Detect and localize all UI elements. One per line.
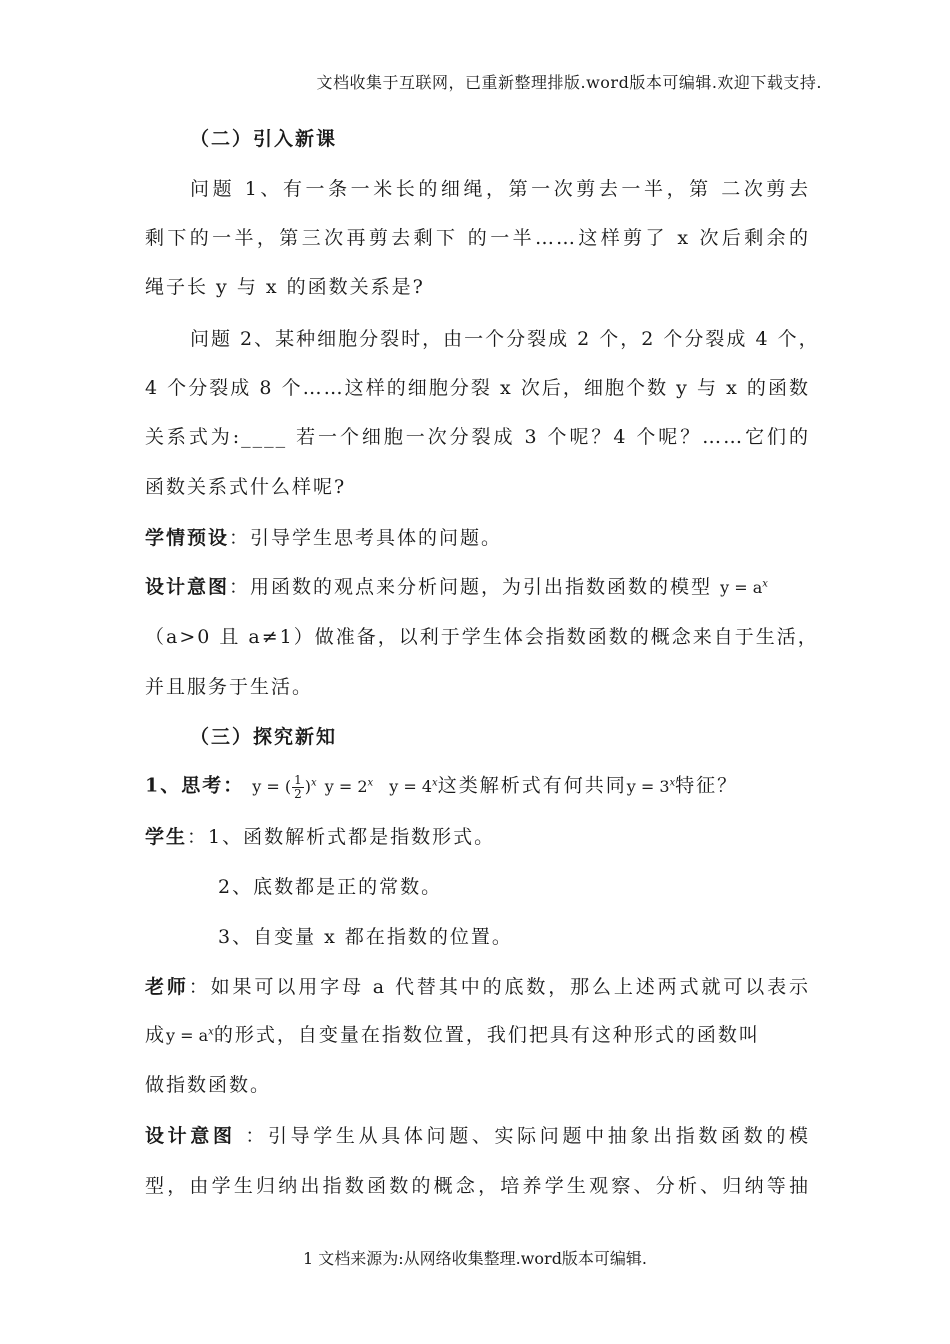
teacher-text-2: 的形式，自变量在指数位置，我们把具有这种形式的函数叫	[213, 1024, 760, 1046]
think-line	[145, 774, 810, 800]
section-title-intro: （二）引入新课	[190, 128, 338, 150]
problem-2-line-1: 问题 2、某种细胞分裂时，由一个分裂成 2 个，2 个分裂成 4 个，	[190, 328, 820, 350]
design-intent-2-line-1	[145, 1127, 810, 1146]
student-line-1	[145, 828, 810, 847]
formula-half-power-x: y = ( $\frac{1}{2}$ )$^x$	[252, 773, 317, 801]
problem-1-line-2: 剩下的一半，第三次再剪去剩下 的一半……这样剪了 x 次后剩余的	[145, 227, 810, 249]
student-point-3: 3、自变量 x 都在指数的位置。	[218, 926, 513, 948]
preset-label: 学情预设	[145, 527, 230, 549]
problem-1-line-3: 绳子长 y 与 x 的函数关系是?	[145, 276, 425, 298]
design-intent-line-2: （a>0 且 a≠1）做准备，以利于学生体会指数函数的概念来自于生活，	[145, 626, 819, 648]
teacher-label: 老师	[145, 976, 189, 998]
preset-paragraph	[145, 529, 810, 548]
problem-2-line-4: 函数关系式什么样呢?	[145, 476, 347, 498]
student-point-2: 2、底数都是正的常数。	[218, 876, 443, 898]
teacher-line-1	[145, 978, 810, 997]
formula-y-a-x-teacher: $y = a^x$	[166, 1026, 214, 1045]
page-number: 1	[302, 1249, 314, 1268]
design-intent-text: ：用函数的观点来分析问题，为引出指数函数的模型	[229, 576, 713, 598]
design-intent-label: 设计意图	[145, 576, 230, 598]
think-mid-text: 这类解析式有何共同	[437, 774, 627, 797]
problem-2-line-2: 4 个分裂成 8 个……这样的细胞分裂 x 次后，细胞个数 y 与 x 的函数	[145, 377, 810, 399]
formula-y-a-x: $y = a^x$	[720, 578, 768, 597]
design-intent-2-text-1: ：引导学生从具体问题、实际问题中抽象出指数函数的模	[235, 1125, 810, 1147]
design-intent-line-3: 并且服务于生活。	[145, 676, 314, 698]
teacher-line-2: 成$y = a^x$的形式，自变量在指数位置，我们把具有这种形式的函数叫	[145, 1024, 760, 1046]
formula-4-power-x: $y = 4^x$	[389, 776, 438, 796]
problem-1-line-1: 问题 1、有一条一米长的细绳，第一次剪去一半，第 二次剪去	[190, 178, 810, 200]
student-label: 学生	[145, 826, 188, 848]
page-header-note: 文档收集于互联网，已重新整理排版.word版本可编辑.欢迎下载支持.	[316, 73, 822, 92]
teacher-line-3: 做指数函数。	[145, 1074, 272, 1096]
footer-note: 文档来源为:从网络收集整理.word版本可编辑.	[318, 1249, 648, 1268]
page-footer	[0, 1246, 950, 1269]
design-intent-line-1	[145, 578, 810, 597]
preset-text: ：引导学生思考具体的问题。	[229, 527, 503, 549]
teacher-text-1: ：如果可以用字母 a 代替其中的底数，那么上述两式就可以表示	[188, 976, 810, 998]
think-label: 1、思考：	[145, 774, 245, 797]
formula-2-power-x: $y = 2^x$	[324, 776, 374, 796]
section-title-explore: （三）探究新知	[190, 726, 338, 748]
problem-2-line-3: 关系式为:____ 若一个细胞一次分裂成 3 个呢？4 个呢？……它们的	[145, 426, 810, 448]
formula-3-power-x: $y = 3^x$	[626, 776, 676, 796]
student-point-1: ：1、函数解析式都是指数形式。	[187, 826, 496, 848]
think-end-text: 特征？	[675, 774, 739, 797]
design-intent-2-line-2: 型，由学生归纳出指数函数的概念，培养学生观察、分析、归纳等抽	[145, 1175, 810, 1197]
design-intent-2-label: 设计意图	[145, 1125, 236, 1147]
